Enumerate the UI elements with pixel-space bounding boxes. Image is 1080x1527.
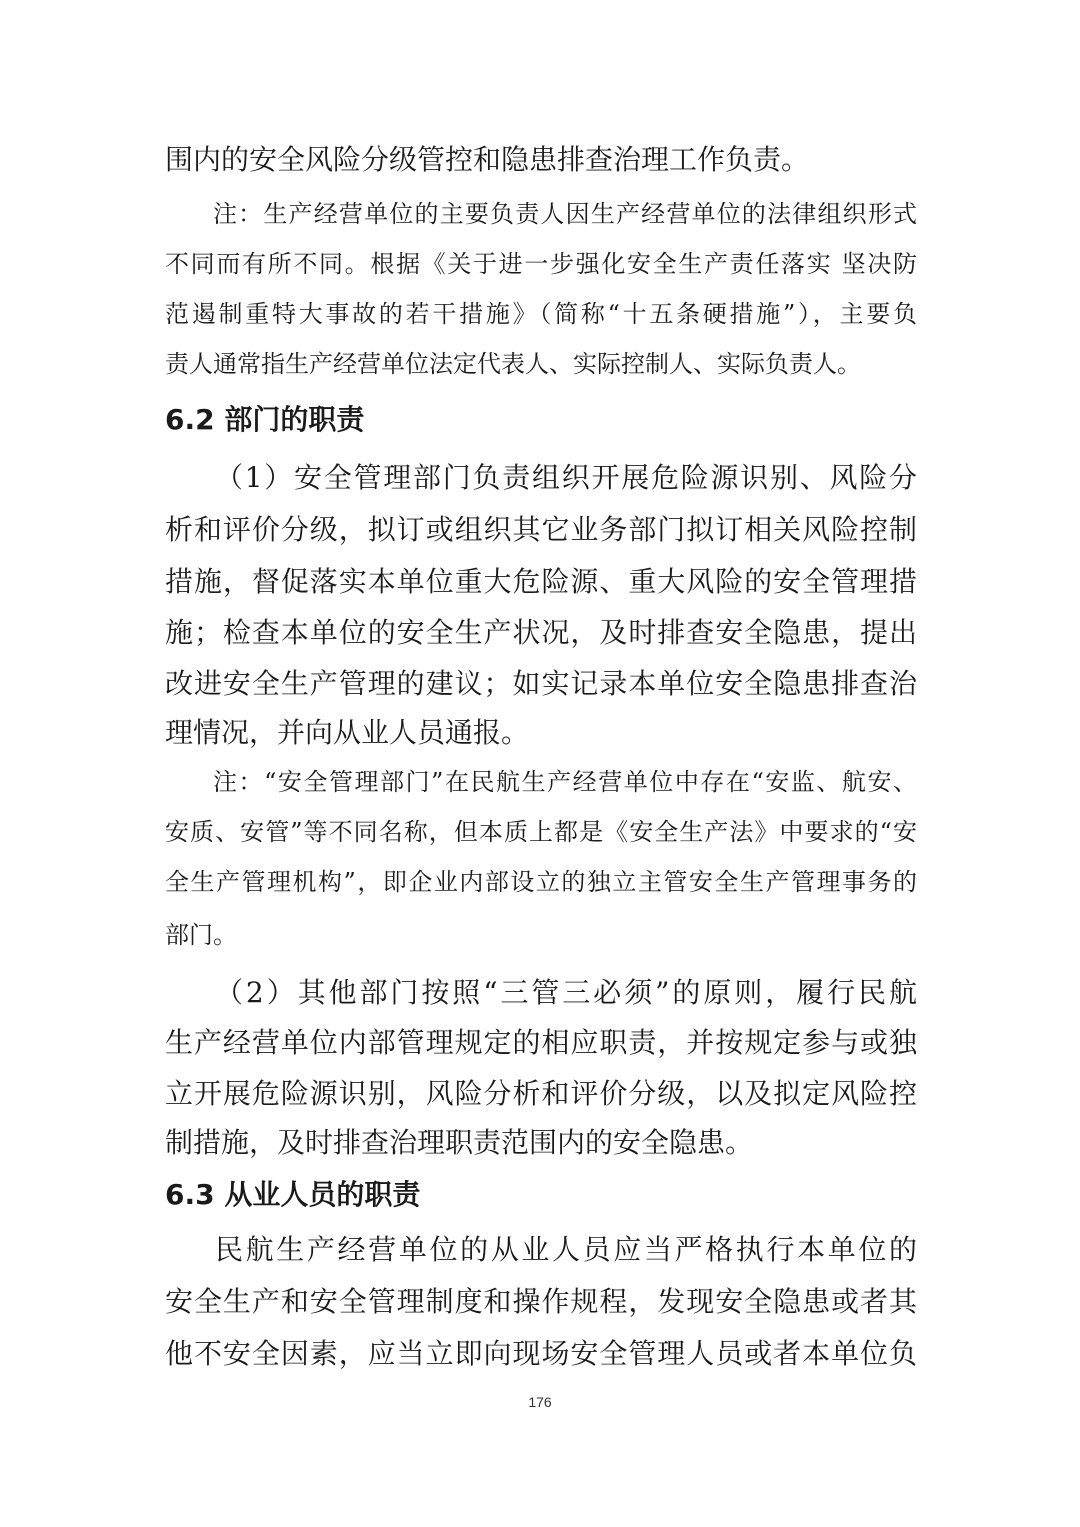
paragraph-line: 立开展危险源识别，风险分析和评价分级，以及拟定风险控 bbox=[165, 1077, 917, 1110]
note-line: 注：生产经营单位的主要负责人因生产经营单位的法律组织形式 bbox=[213, 200, 917, 228]
paragraph-line: （2）其他部门按照“三管三必须”的原则，履行民航 bbox=[215, 976, 917, 1009]
paragraph-line: 安全生产和安全管理制度和操作规程，发现安全隐患或者其 bbox=[165, 1285, 917, 1318]
paragraph-line: 措施，督促落实本单位重大危险源、重大风险的安全管理措 bbox=[165, 565, 917, 598]
paragraph-line: 他不安全因素，应当立即向现场安全管理人员或者本单位负 bbox=[165, 1337, 917, 1370]
note-line: 责人通常指生产经营单位法定代表人、实际控制人、实际负责人。 bbox=[165, 350, 861, 378]
paragraph-line: 围内的安全风险分级管控和隐患排查治理工作负责。 bbox=[165, 143, 810, 176]
paragraph-line: 理情况，并向从业人员通报。 bbox=[165, 716, 530, 749]
paragraph-line: 生产经营单位内部管理规定的相应职责，并按规定参与或独 bbox=[165, 1026, 917, 1059]
paragraph-line: （1）安全管理部门负责组织开展危险源识别、风险分 bbox=[215, 461, 917, 494]
note-line: 安质、安管”等不同名称，但本质上都是《安全生产法》中要求的“安 bbox=[165, 818, 917, 846]
note-line: 注：“安全管理部门”在民航生产经营单位中存在“安监、航安、 bbox=[213, 768, 917, 796]
section-heading-6-3: 6.3 从业人员的职责 bbox=[165, 1178, 421, 1211]
paragraph-line: 析和评价分级，拟订或组织其它业务部门拟订相关风险控制 bbox=[165, 513, 917, 546]
note-line: 不同而有所不同。根据《关于进一步强化安全生产责任落实 坚决防 bbox=[165, 250, 917, 278]
paragraph-line: 改进安全生产管理的建议；如实记录本单位安全隐患排查治 bbox=[165, 667, 917, 700]
note-line: 全生产管理机构”，即企业内部设立的独立主管安全生产管理事务的 bbox=[165, 868, 917, 896]
note-line: 范遏制重特大事故的若干措施》（简称“十五条硬措施”），主要负 bbox=[165, 300, 917, 328]
section-heading-6-2: 6.2 部门的职责 bbox=[165, 403, 365, 436]
page-number: 176 bbox=[528, 1394, 552, 1410]
paragraph-line: 施；检查本单位的安全生产状况，及时排查安全隐患，提出 bbox=[165, 616, 917, 649]
paragraph-line: 民航生产经营单位的从业人员应当严格执行本单位的 bbox=[215, 1233, 917, 1266]
paragraph-line: 制措施，及时排查治理职责范围内的安全隐患。 bbox=[165, 1126, 754, 1159]
note-line: 部门。 bbox=[165, 921, 237, 949]
